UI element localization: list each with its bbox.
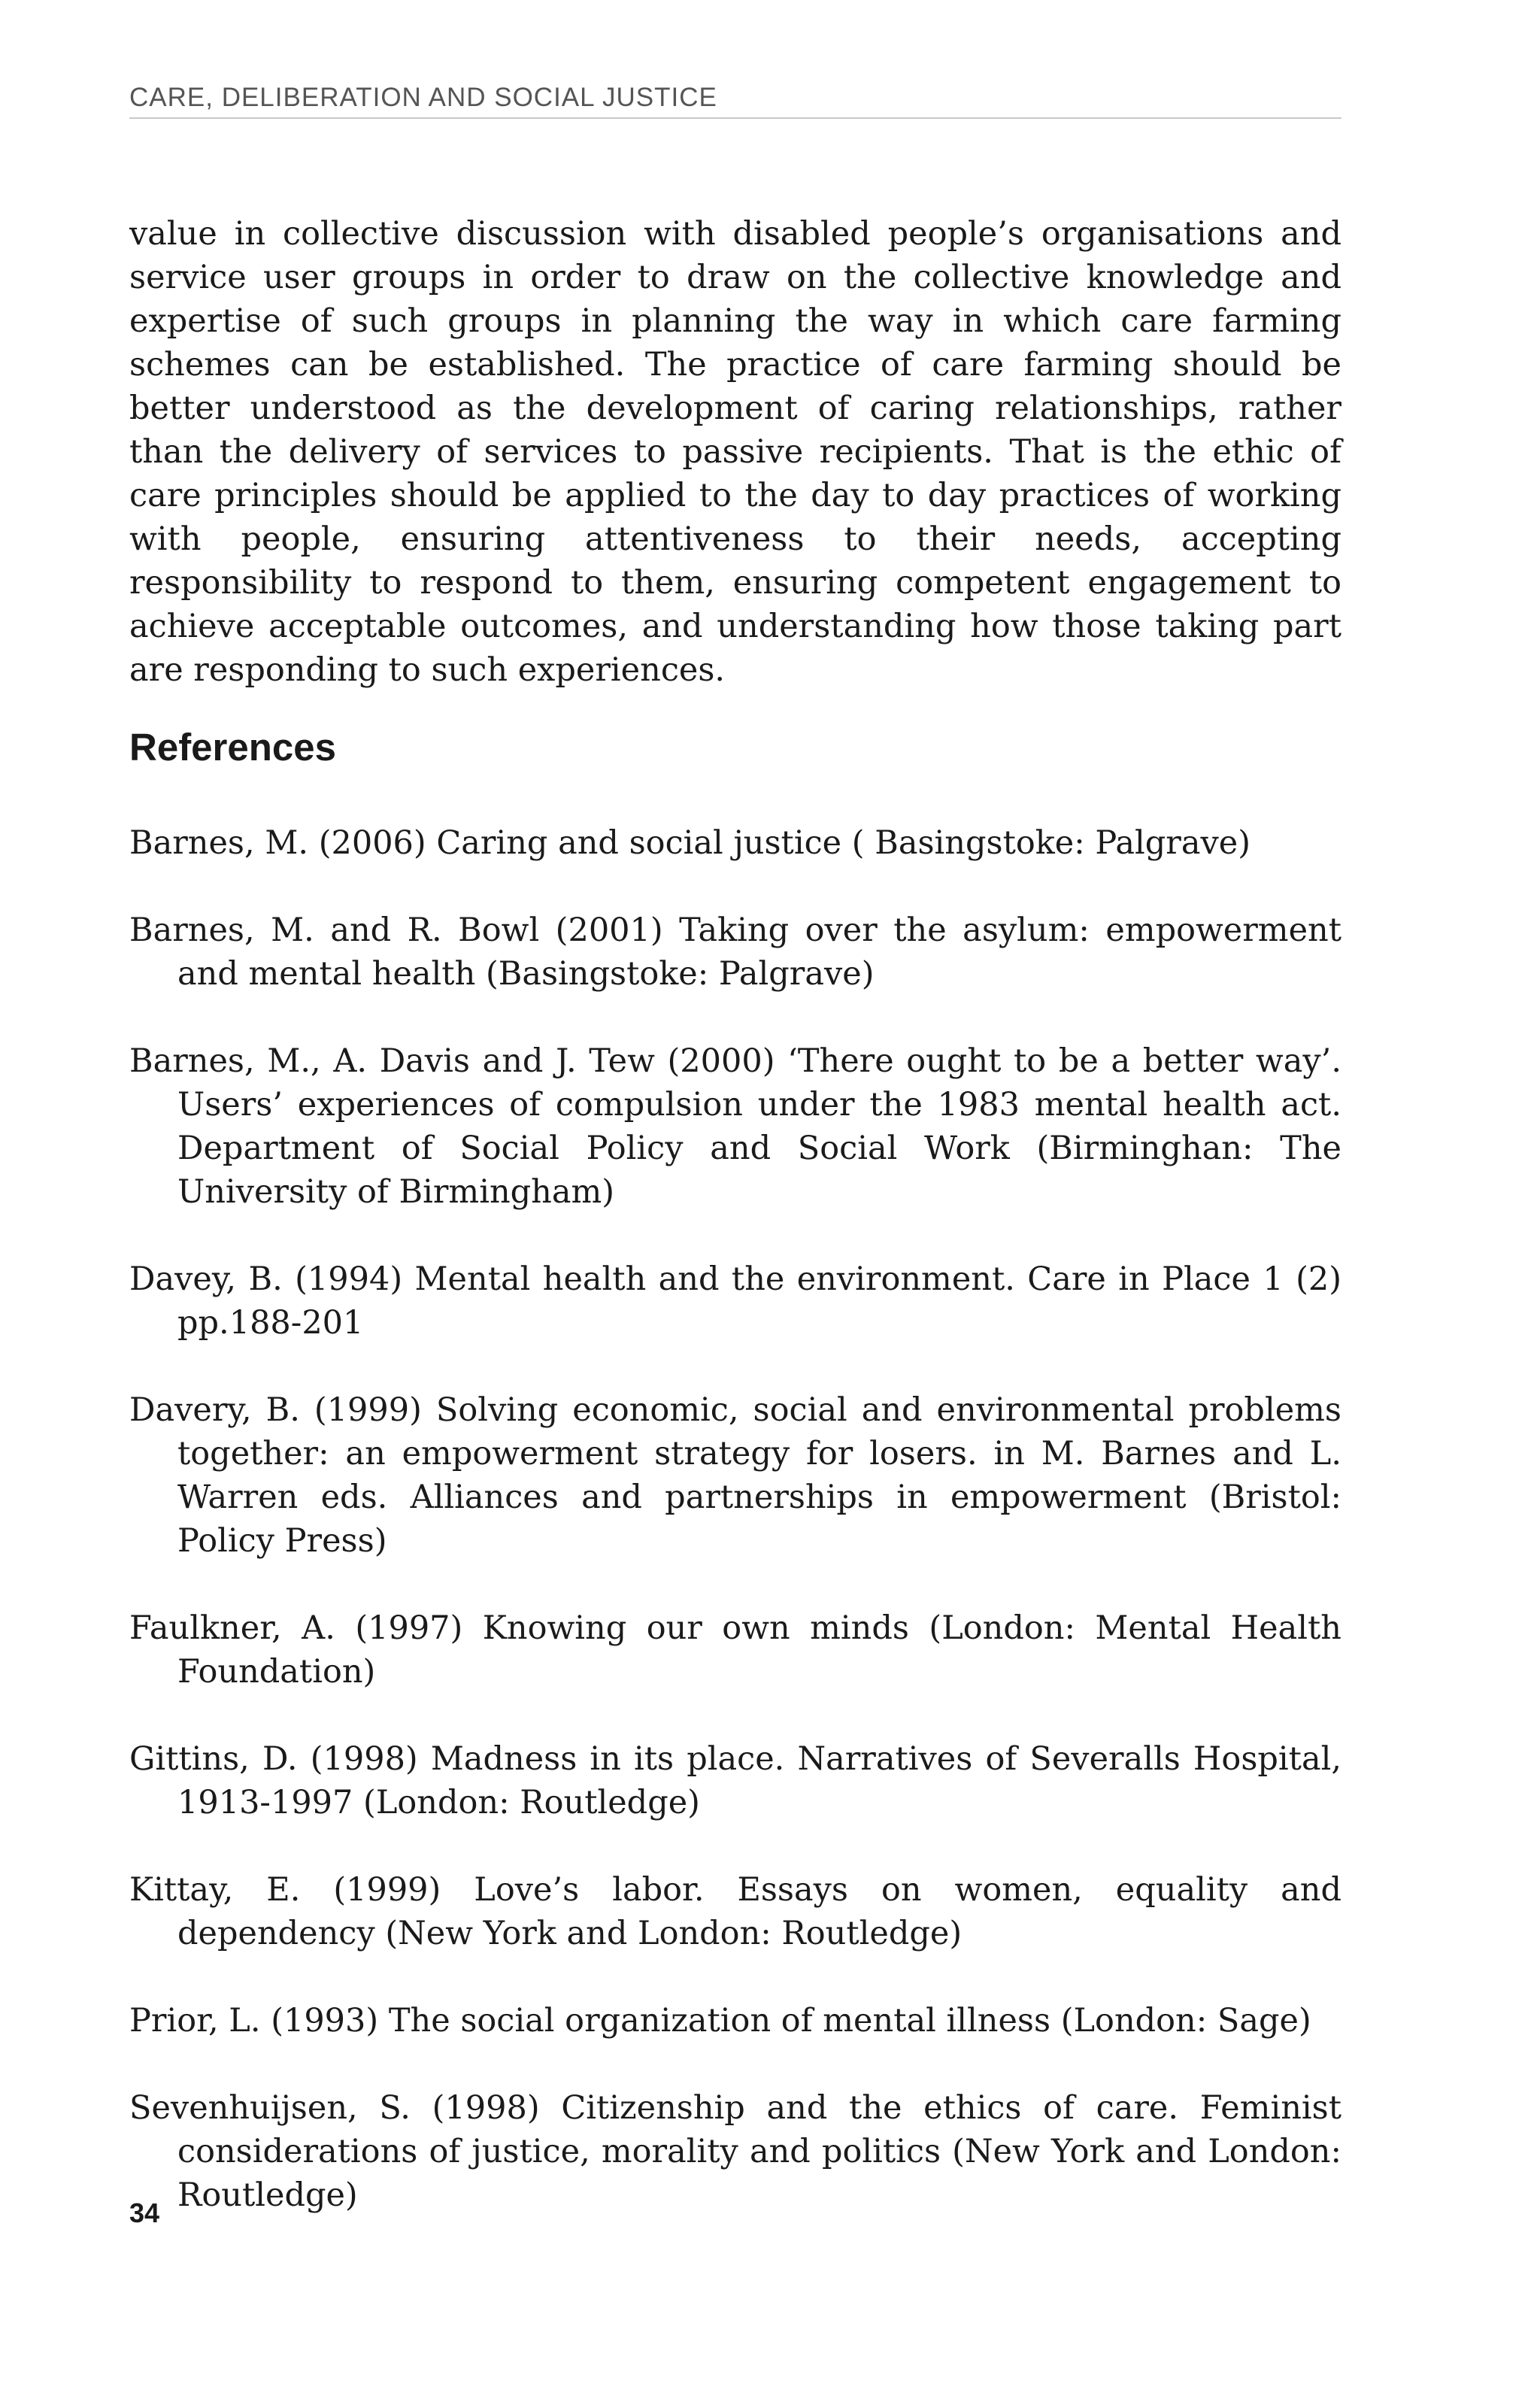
- reference-item: Barnes, M., A. Davis and J. Tew (2000) ‘There ought to be a better way’. Users’ experiences of compulsion under the 1983 mental health act. Department of Social Policy and Social Work (Birminghan: The University of Birmingham): [129, 1042, 1341, 1211]
- reference-item: Kittay, E. (1999) Love’s labor. Essays on women, equality and dependency (New York and London: Routledge): [129, 1871, 1341, 1952]
- reference-item: Davery, B. (1999) Solving economic, social and environmental problems together: an empowerment strategy for losers. in M. Barnes and L. Warren eds. Alliances and partnerships in empowerment (Bristol: Policy Press): [129, 1391, 1341, 1560]
- reference-item: Barnes, M. (2006) Caring and social justice ( Basingstoke: Palgrave): [129, 824, 1251, 862]
- reference-item: Prior, L. (1993) The social organization of mental illness (London: Sage): [129, 2002, 1311, 2040]
- body-paragraph: value in collective discussion with disabled people’s organisations and service user groups in order to draw on the collective knowledge and expertise of such groups in planning the way in which care farming schemes can be established. The practice of care farming should be better understood as the development of caring relationships, rather than the delivery of services to passive recipients. That is the ethic of care principles should be applied to the day to day practices of working with people, ensuring attentiveness to their needs, accepting responsibility to respond to them, ensuring competent engagement to achieve acceptable outcomes, and understanding how those taking part are responding to such experiences.: [129, 215, 1341, 689]
- reference-item: Sevenhuijsen, S. (1998) Citizenship and the ethics of care. Feminist considerations of justice, morality and politics (New York and London: Routledge): [129, 2089, 1341, 2214]
- running-header: CARE, DELIBERATION AND SOCIAL JUSTICE: [129, 83, 1341, 119]
- reference-list: [129, 821, 1341, 2261]
- reference-item: Gittins, D. (1998) Madness in its place. Narratives of Severalls Hospital, 1913-1997 (London: Routledge): [129, 1740, 1341, 1821]
- reference-item: Faulkner, A. (1997) Knowing our own minds (London: Mental Health Foundation): [129, 1609, 1341, 1691]
- page-number: 34: [129, 2197, 160, 2228]
- references-heading: References: [129, 726, 336, 769]
- reference-item: Barnes, M. and R. Bowl (2001) Taking over the asylum: empowerment and mental health (Basingstoke: Palgrave): [129, 911, 1341, 993]
- reference-item: Davey, B. (1994) Mental health and the environment. Care in Place 1 (2) pp.188-201: [129, 1260, 1341, 1342]
